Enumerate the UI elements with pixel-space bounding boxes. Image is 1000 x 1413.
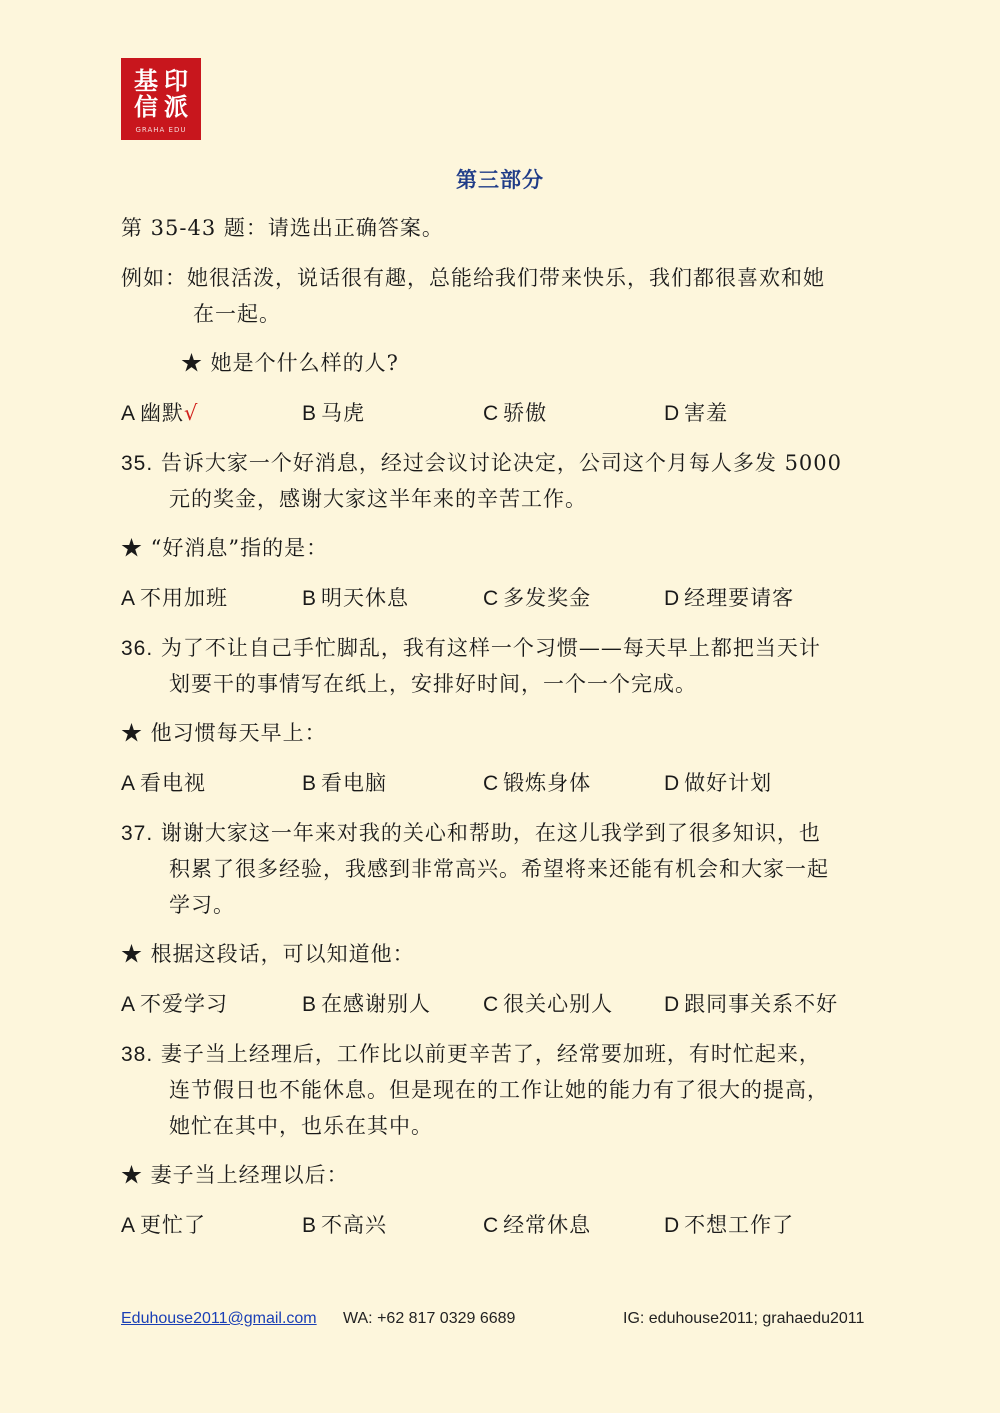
question-number: 35. [121, 452, 154, 475]
question-38-line-1 [121, 1041, 821, 1068]
question-37-line-3: 学习。 [169, 893, 235, 917]
question-37-line-2: 积累了很多经验，我感到非常高兴。希望将来还能有机会和大家一起 [169, 857, 829, 881]
option-letter: A [121, 993, 137, 1016]
footer-email[interactable] [121, 1309, 317, 1329]
question-36-option-c [483, 770, 591, 797]
question-38-prompt: ★ 妻子当上经理以后： [121, 1163, 349, 1187]
check-mark-icon: √ [184, 401, 199, 425]
logo-glyph: 印 [164, 66, 188, 95]
option-letter: B [302, 1214, 318, 1237]
question-37-prompt: ★ 根据这段话，可以知道他： [121, 942, 415, 966]
logo-glyph: 基 [134, 66, 158, 95]
option-text: 做好计划 [684, 771, 773, 795]
question-36-line-2: 划要干的事情写在纸上，安排好时间，一个一个完成。 [169, 672, 697, 696]
example-option-a [121, 400, 198, 427]
option-text: 不想工作了 [684, 1213, 795, 1237]
option-text: 跟同事关系不好 [684, 992, 839, 1016]
question-number: 36. [121, 637, 154, 660]
question-38-line-3: 她忙在其中，也乐在其中。 [169, 1114, 433, 1138]
option-letter: B [302, 993, 318, 1016]
option-text: 幽默 [140, 401, 185, 425]
option-letter: C [483, 402, 500, 425]
option-text: 多发奖金 [503, 586, 592, 610]
question-36-option-b [302, 770, 387, 797]
option-letter: D [664, 1214, 681, 1237]
option-letter: A [121, 402, 137, 425]
question-text: 告诉大家一个好消息，经过会议讨论决定，公司这个月每人多发 5000 [160, 451, 843, 475]
example-label: 例如： [121, 266, 187, 290]
question-36-line-1 [121, 635, 821, 662]
option-letter: C [483, 993, 500, 1016]
question-38-option-a [121, 1212, 206, 1239]
example-text: 她很活泼，说话很有趣，总能给我们带来快乐，我们都很喜欢和她 [187, 266, 825, 290]
option-text: 很关心别人 [503, 992, 614, 1016]
instruction: 第 35-43 题：请选出正确答案。 [121, 216, 444, 240]
option-letter: C [483, 1214, 500, 1237]
option-letter: C [483, 587, 500, 610]
question-35-line-2: 元的奖金，感谢大家这半年来的辛苦工作。 [169, 487, 587, 511]
option-text: 不用加班 [140, 586, 229, 610]
option-text: 在感谢别人 [321, 992, 432, 1016]
option-letter: B [302, 587, 318, 610]
option-letter: D [664, 587, 681, 610]
logo-glyph: 信 [134, 92, 158, 121]
question-37-option-c [483, 991, 613, 1018]
option-letter: B [302, 772, 318, 795]
option-text: 看电视 [140, 771, 207, 795]
footer-whatsapp: WA: +62 817 0329 6689 [343, 1310, 516, 1327]
option-text: 更忙了 [140, 1213, 207, 1237]
option-text: 骄傲 [503, 401, 548, 425]
option-text: 看电脑 [321, 771, 388, 795]
question-37-line-1 [121, 820, 821, 847]
question-35-option-a [121, 585, 228, 612]
logo-glyph: 派 [164, 92, 188, 121]
question-35-prompt: ★ “好消息”指的是： [121, 536, 329, 560]
option-text: 经常休息 [503, 1213, 592, 1237]
question-35-option-b [302, 585, 409, 612]
question-35-line-1 [121, 450, 842, 477]
option-letter: C [483, 772, 500, 795]
question-text: 妻子当上经理后，工作比以前更辛苦了，经常要加班，有时忙起来， [160, 1042, 821, 1066]
question-text: 为了不让自己手忙脚乱，我有这样一个习惯——每天早上都把当天计 [160, 636, 821, 660]
example-question: ★ 她是个什么样的人? [181, 351, 399, 375]
option-text: 经理要请客 [684, 586, 795, 610]
logo-subtitle: GRAHA EDU [135, 126, 187, 134]
question-38-option-c [483, 1212, 591, 1239]
option-letter: D [664, 402, 681, 425]
question-35-option-d [664, 585, 794, 612]
example-text-line-1 [121, 265, 825, 291]
question-37-option-d [664, 991, 838, 1018]
email-link[interactable]: Eduhouse2011@gmail.com [121, 1310, 317, 1327]
example-option-b [302, 400, 365, 427]
question-36-prompt: ★ 他习惯每天早上： [121, 721, 327, 745]
footer-instagram: IG: eduhouse2011; grahaedu2011 [623, 1310, 865, 1327]
question-number: 37. [121, 822, 154, 845]
option-text: 马虎 [321, 401, 366, 425]
question-38-line-2: 连节假日也不能休息。但是现在的工作让她的能力有了很大的提高， [169, 1078, 829, 1102]
example-text-line-2: 在一起。 [193, 302, 281, 326]
option-letter: A [121, 587, 137, 610]
question-36-option-a [121, 770, 206, 797]
question-text: 谢谢大家这一年来对我的关心和帮助，在这儿我学到了很多知识，也 [160, 821, 821, 845]
question-37-option-a [121, 991, 228, 1018]
section-title: 第三部分 [456, 167, 544, 192]
option-letter: D [664, 993, 681, 1016]
question-number: 38. [121, 1043, 154, 1066]
question-35-option-c [483, 585, 591, 612]
option-letter: D [664, 772, 681, 795]
logo-glyphs [131, 68, 191, 120]
option-letter: B [302, 402, 318, 425]
option-text: 锻炼身体 [503, 771, 592, 795]
example-option-c [483, 400, 547, 427]
question-36-option-d [664, 770, 772, 797]
question-38-option-d [664, 1212, 794, 1239]
option-text: 不爱学习 [140, 992, 229, 1016]
option-text: 明天休息 [321, 586, 410, 610]
question-38-option-b [302, 1212, 387, 1239]
question-37-option-b [302, 991, 431, 1018]
option-text: 害羞 [684, 401, 729, 425]
example-option-d [664, 400, 728, 427]
option-text: 不高兴 [321, 1213, 388, 1237]
logo [121, 58, 201, 140]
option-letter: A [121, 772, 137, 795]
option-letter: A [121, 1214, 137, 1237]
